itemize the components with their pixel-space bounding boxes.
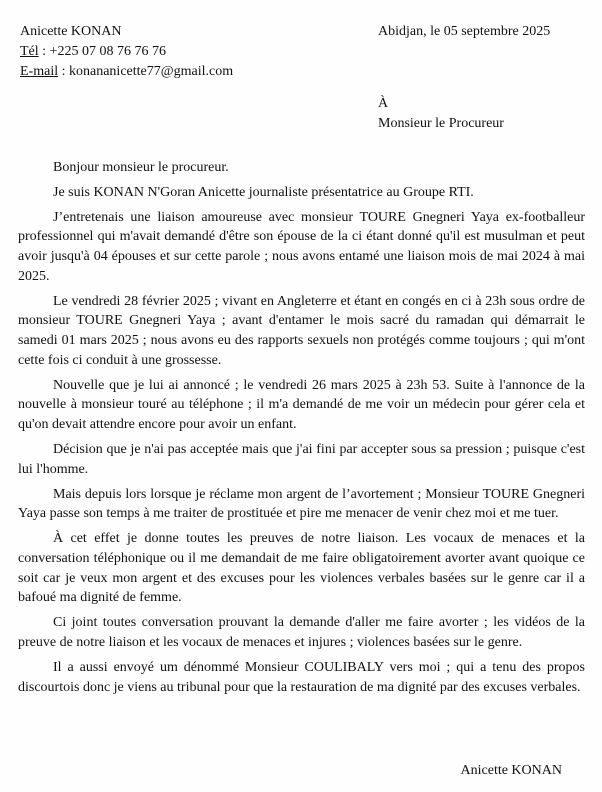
- sender-name: Anicette KONAN: [20, 24, 122, 39]
- paragraph-decision: Décision que je n'ai pas acceptée mais que j'ai fini par accepter sous sa pression ; puisque c'est lui l'homme.: [18, 442, 585, 477]
- paragraph-introduction: Je suis KONAN N'Goran Anicette journaliste présentatrice au Groupe RTI.: [53, 184, 474, 200]
- signature: Anicette KONAN: [460, 763, 562, 778]
- sender-phone: [20, 42, 233, 62]
- paragraph-greeting: Bonjour monsieur le procureur.: [53, 160, 229, 175]
- phone-value: : +225 07 08 76 76 76: [38, 44, 166, 60]
- recipient-to: À: [378, 96, 389, 111]
- paragraph-liaison: J’entretenais une liaison amoureuse avec monsieur TOURE Gnegneri Yaya ex-footballeur professionnel qui m'avait demandé d'être son épouse de la ci étant donné qu'il est musulman et peut avoir jusqu'à 04 épouses et sur cette parole ; nous avons entamé une liaison mois de mai 2024 à mai 2025.: [18, 209, 585, 284]
- recipient-block: [378, 94, 504, 134]
- paragraph-preuves: À cet effet je donne toutes les preuves de notre liaison. Les vocaux de menaces et la conversation téléphonique ou il me demandait de me faire obligatoirement avorter avant quoique ce soit car je veux mon argent et des excuses pour les violences verbales basées sur le genre car il a bafoué ma dignité de femme.: [18, 531, 585, 606]
- sender-block: [20, 22, 233, 83]
- recipient-name: Monsieur le Procureur: [378, 116, 504, 132]
- letter-body: [18, 158, 585, 702]
- email-value: : konananicette77@gmail.com: [58, 64, 234, 80]
- phone-label: Tél: [20, 44, 39, 60]
- paragraph-pieces-jointes: Ci joint toutes conversation prouvant la demande d'aller me faire avorter ; les vidéos de la preuve de notre liaison et les vocaux de menaces et injures ; violences basées sur le genre.: [18, 615, 585, 650]
- paragraph-coulibaly: Il a aussi envoyé um dénommé Monsieur COULIBALY vers moi ; qui a tenu des propos discourtois donc je viens au tribunal pour que la restauration de ma dignité par des excuses verbales.: [18, 659, 585, 695]
- email-label: E-mail: [20, 64, 59, 80]
- paragraph-menaces: Mais depuis lors lorsque je réclame mon argent de l’avortement ; Monsieur TOURE Gnegneri Yaya passe son temps à me traiter de prostituée et pire me menacer de venir chez moi et me tuer.: [18, 486, 585, 522]
- sender-email: [20, 62, 233, 82]
- paragraph-annonce: Nouvelle que je lui ai annoncé ; le vendredi 26 mars 2025 à 23h 53. Suite à l'annonce de la nouvelle à monsieur touré au téléphone ; il m'a demandé de me voir un médecin pour gérer cela et qu'on devait attendre encore pour avoir un enfant.: [18, 377, 585, 433]
- paragraph-28-fevrier: Le vendredi 28 février 2025 ; vivant en Angleterre et étant en congés en ci à 23h sous ordre de monsieur TOURE Gnegneri Yaya ; avant d'entamer le mois sacré du ramadan qui démarrait le samedi 01 mars 2025 ; nous avons eu des rapports sexuels non protégés comme toujours ; qui m'ont cette fois ci conduit à une grossesse.: [18, 293, 585, 368]
- dateline: Abidjan, le 05 septembre 2025: [378, 24, 551, 39]
